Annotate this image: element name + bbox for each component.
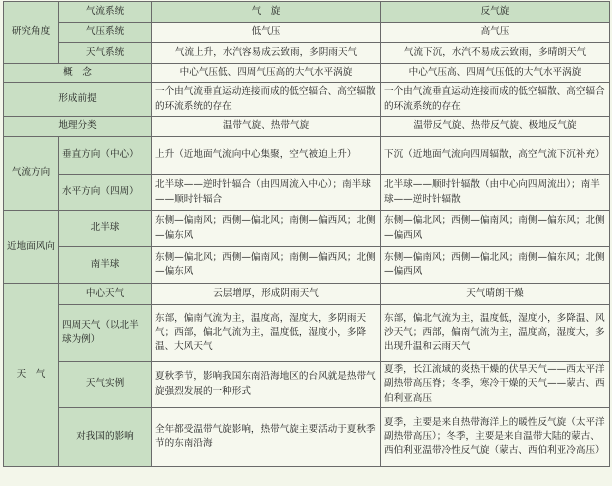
anticyclone-impact-cell: 夏季，主要是来自热带海洋上的暖性反气旋（太平洋副热带高压）；冬季，主要是来自温带大陆的蒙古、西伯利亚温带冷性反气旋（蒙古、西伯利亚冷高压） bbox=[381, 408, 610, 467]
formation-label: 形成前提 bbox=[4, 83, 152, 117]
anticyclone-sh-wind-cell: 东侧—偏南风；西侧—偏北风；南侧—偏东风；北侧—偏西风 bbox=[381, 247, 610, 284]
cyclone-concept-cell: 中心气压低、四周气压高的大气水平涡旋 bbox=[152, 64, 381, 83]
anticyclone-center-weather-cell: 天气晴朗干燥 bbox=[381, 284, 610, 305]
cyclone-header: 气 旋 bbox=[152, 2, 381, 23]
classification-label: 地理分类 bbox=[4, 117, 152, 137]
table-row bbox=[4, 83, 610, 117]
table-row bbox=[4, 247, 610, 284]
anticyclone-horizontal-cell: 北半球——顺时针辐散（由中心向四周流出）；南半球——逆时针辐散 bbox=[381, 175, 610, 211]
cyclone-impact-cell: 全年都受温带气旋影响，热带气旋主要活动于夏秋季节的东南沿海 bbox=[152, 408, 381, 467]
airflow-direction-label: 气流方向 bbox=[4, 137, 59, 211]
cyclone-formation-cell: 一个由气流垂直运动连接而成的低空辐合、高空辐散的环流系统的存在 bbox=[152, 83, 381, 117]
table-row bbox=[4, 284, 610, 305]
anticyclone-header: 反气旋 bbox=[381, 2, 610, 23]
cyclone-pressure-cell: 低气压 bbox=[152, 23, 381, 43]
table-row bbox=[4, 64, 610, 83]
anticyclone-formation-cell: 一个由气流垂直运动连接而成的低空辐散、高空辐合的环流系统的存在 bbox=[381, 83, 610, 117]
horizontal-direction-label: 水平方向（四周） bbox=[59, 175, 152, 211]
northern-hemisphere-label: 北半球 bbox=[59, 211, 152, 247]
cyclone-vertical-cell: 上升（近地面气流向中心集聚，空气被迫上升） bbox=[152, 137, 381, 175]
anticyclone-weather-cell: 气流下沉，水汽不易成云致雨，多晴朗天气 bbox=[381, 43, 610, 64]
weather-example-label: 天气实例 bbox=[59, 362, 152, 408]
anticyclone-classification-cell: 温带反气旋、热带反气旋、极地反气旋 bbox=[381, 117, 610, 137]
vertical-direction-label: 垂直方向（中心） bbox=[59, 137, 152, 175]
weather-system-label: 天气系统 bbox=[59, 43, 152, 64]
anticyclone-concept-cell: 中心气压高、四周气压低的大气水平涡旋 bbox=[381, 64, 610, 83]
surrounding-weather-label: 四周天气（以北半球为例） bbox=[59, 305, 152, 362]
table-row bbox=[4, 408, 610, 467]
anticyclone-example-cell: 夏季，长江流域的炎热干燥的伏旱天气——西太平洋副热带高压脊；冬季，寒冷干燥的天气——蒙古、西伯利亚高压 bbox=[381, 362, 610, 408]
cyclone-classification-cell: 温带气旋、热带气旋 bbox=[152, 117, 381, 137]
airflow-system-label: 气流系统 bbox=[59, 2, 152, 23]
concept-label: 概 念 bbox=[4, 64, 152, 83]
cyclone-nh-wind-cell: 东侧—偏南风；西侧—偏北风；南侧—偏西风；北侧—偏东风 bbox=[152, 211, 381, 247]
anticyclone-nh-wind-cell: 东侧—偏北风；西侧—偏南风；南侧—偏东风；北侧—偏西风 bbox=[381, 211, 610, 247]
table-row bbox=[4, 23, 610, 43]
cyclone-center-weather-cell: 云层增厚，形成阴雨天气 bbox=[152, 284, 381, 305]
table-row bbox=[4, 211, 610, 247]
cyclone-example-cell: 夏秋季节，影响我国东南沿海地区的台风就是热带气旋强烈发展的一种形式 bbox=[152, 362, 381, 408]
table-row bbox=[4, 117, 610, 137]
cyclone-surrounding-cell: 东部，偏南气流为主，温度高，湿度大，多阴雨天气；西部，偏北气流为主，温度低，湿度小，多降温、大风天气 bbox=[152, 305, 381, 362]
research-angle-cell: 研究角度 bbox=[4, 2, 59, 64]
weather-label: 天 气 bbox=[4, 284, 59, 467]
southern-hemisphere-label: 南半球 bbox=[59, 247, 152, 284]
table-row bbox=[4, 137, 610, 175]
cyclone-horizontal-cell: 北半球——逆时针辐合（由四周流入中心）；南半球——顺时针辐合 bbox=[152, 175, 381, 211]
anticyclone-vertical-cell: 下沉（近地面气流向四周辐散，高空气流下沉补充） bbox=[381, 137, 610, 175]
pressure-system-label: 气压系统 bbox=[59, 23, 152, 43]
cyclone-sh-wind-cell: 东侧—偏北风；西侧—偏南风；南侧—偏西风；北侧—偏东风 bbox=[152, 247, 381, 284]
table-row bbox=[4, 362, 610, 408]
table-row bbox=[4, 2, 610, 23]
china-impact-label: 对我国的影响 bbox=[59, 408, 152, 467]
cyclone-comparison-table bbox=[3, 1, 610, 467]
surface-wind-label: 近地面风向 bbox=[4, 211, 59, 284]
cyclone-weather-cell: 气流上升，水汽容易成云致雨，多阴雨天气 bbox=[152, 43, 381, 64]
table-row bbox=[4, 43, 610, 64]
table-row bbox=[4, 175, 610, 211]
center-weather-label: 中心天气 bbox=[59, 284, 152, 305]
anticyclone-surrounding-cell: 东部，偏北气流为主，温度低，湿度小，多降温、风沙天气；西部，偏南气流为主，温度高，湿度大，多出现升温和云雨天气 bbox=[381, 305, 610, 362]
table-row bbox=[4, 305, 610, 362]
anticyclone-pressure-cell: 高气压 bbox=[381, 23, 610, 43]
